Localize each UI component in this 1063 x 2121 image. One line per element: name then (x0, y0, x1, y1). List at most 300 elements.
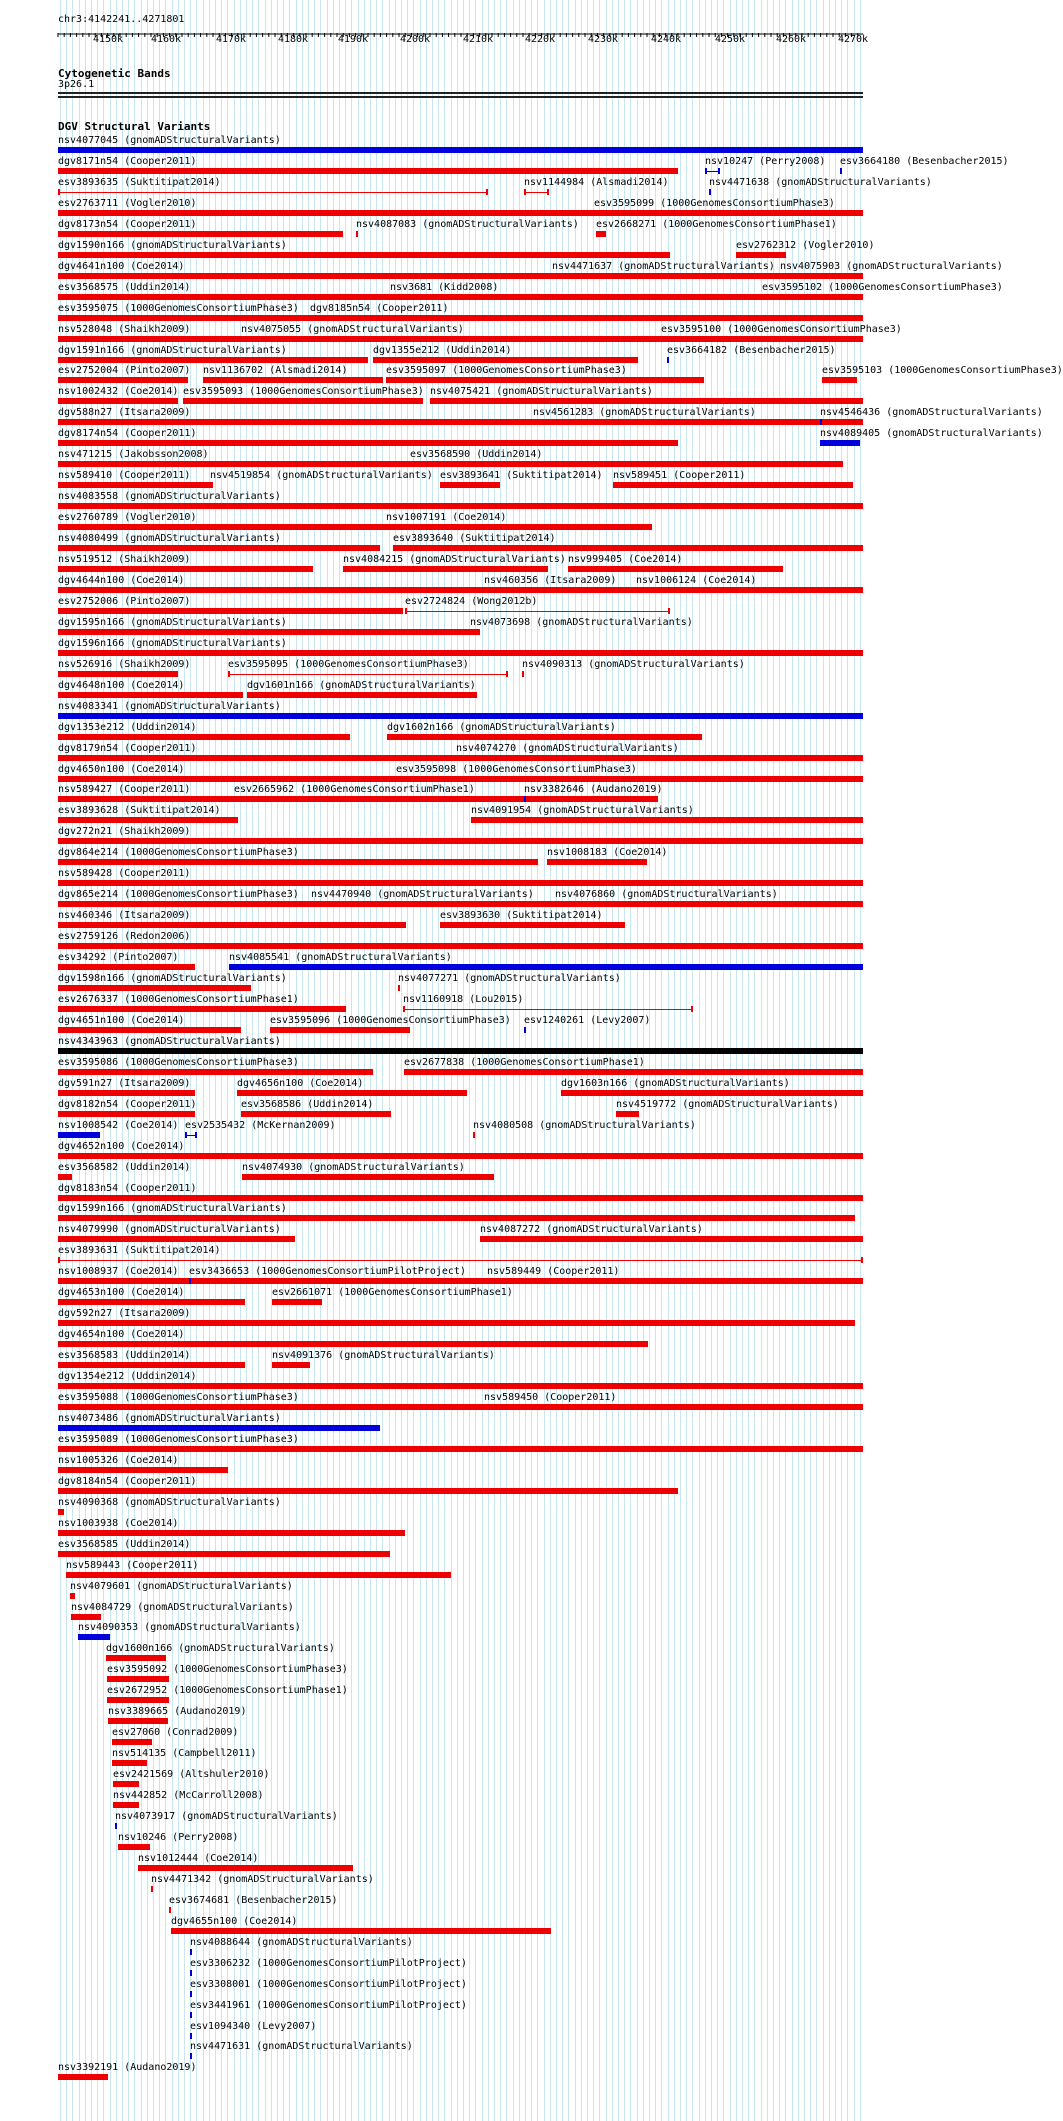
sv-bar[interactable] (113, 1781, 139, 1787)
sv-label[interactable]: esv2672952 (1000GenomesConsortiumPhase1) (107, 1685, 348, 1697)
sv-label[interactable]: esv3595093 (1000GenomesConsortiumPhase3) (183, 386, 424, 398)
sv-label[interactable]: nsv3389665 (Audano2019) (108, 1706, 247, 1718)
sv-marker[interactable] (190, 1991, 192, 1997)
sv-bar[interactable] (393, 545, 863, 551)
sv-bar[interactable] (58, 2074, 108, 2080)
sv-label[interactable]: nsv3681 (Kidd2008) (390, 281, 499, 293)
sv-label[interactable]: dgv1596n166 (gnomADStructuralVariants) (58, 637, 287, 649)
sv-bar[interactable] (561, 1090, 863, 1096)
sv-label[interactable]: nsv4085541 (gnomADStructuralVariants) (229, 952, 452, 964)
sv-span-line[interactable] (234, 799, 444, 800)
sv-label[interactable]: esv27060 (Conrad2009) (112, 1727, 239, 1739)
sv-label[interactable]: nsv4075903 (gnomADStructuralVariants) (780, 260, 1003, 272)
sv-bar[interactable] (636, 587, 811, 593)
sv-label[interactable]: dgv1353e212 (Uddin2014) (58, 721, 197, 733)
sv-bar[interactable] (58, 524, 398, 530)
sv-label[interactable]: esv3595097 (1000GenomesConsortiumPhase3) (386, 365, 627, 377)
sv-bar[interactable] (58, 1090, 195, 1096)
sv-bar[interactable] (568, 566, 783, 572)
sv-label[interactable]: dgv8184n54 (Cooper2011) (58, 1475, 197, 1487)
sv-label[interactable]: dgv864e214 (1000GenomesConsortiumPhase3) (58, 847, 299, 859)
sv-label[interactable]: esv3893628 (Suktitipat2014) (58, 805, 221, 817)
sv-bar[interactable] (58, 1299, 245, 1305)
sv-label[interactable]: dgv1600n166 (gnomADStructuralVariants) (106, 1643, 335, 1655)
sv-bar[interactable] (58, 1362, 245, 1368)
sv-bar[interactable] (58, 503, 863, 509)
sv-bar[interactable] (440, 922, 625, 928)
sv-label[interactable]: nsv1006124 (Coe2014) (636, 574, 757, 586)
sv-bar[interactable] (386, 524, 652, 530)
sv-bar[interactable] (272, 1362, 310, 1368)
sv-label[interactable]: dgv1601n166 (gnomADStructuralVariants) (247, 679, 476, 691)
sv-label[interactable]: nsv589428 (Cooper2011) (58, 868, 191, 880)
sv-bar[interactable] (373, 357, 638, 363)
sv-label[interactable]: dgv1598n166 (gnomADStructuralVariants) (58, 973, 287, 984)
sv-bar[interactable] (471, 817, 863, 823)
sv-label[interactable]: nsv4083558 (gnomADStructuralVariants) (58, 491, 281, 503)
sv-label[interactable]: nsv4519772 (gnomADStructuralVariants) (616, 1098, 839, 1110)
sv-label[interactable]: nsv4088644 (gnomADStructuralVariants) (190, 1936, 413, 1948)
sv-span-line[interactable] (390, 297, 670, 298)
sv-label[interactable]: nsv3382646 (Audano2019) (524, 784, 663, 796)
sv-bar[interactable] (58, 1551, 390, 1557)
sv-label[interactable]: esv2763711 (Vogler2010) (58, 197, 197, 209)
sv-bar[interactable] (107, 1676, 169, 1682)
sv-label[interactable]: esv3595089 (1000GenomesConsortiumPhase3) (58, 1433, 299, 1445)
sv-marker[interactable] (169, 1907, 171, 1913)
sv-label[interactable]: nsv4074930 (gnomADStructuralVariants) (242, 1161, 465, 1173)
sv-bar[interactable] (58, 545, 380, 551)
sv-label[interactable]: nsv4080508 (gnomADStructuralVariants) (473, 1119, 696, 1131)
sv-marker[interactable] (151, 1886, 153, 1892)
sv-label[interactable]: dgv4654n100 (Coe2014) (58, 1329, 185, 1341)
sv-bar[interactable] (58, 985, 251, 991)
sv-label[interactable]: dgv4650n100 (Coe2014) (58, 763, 185, 775)
sv-bar[interactable] (58, 210, 863, 216)
sv-label[interactable]: nsv1008542 (Coe2014) (58, 1119, 179, 1131)
sv-bar[interactable] (484, 587, 539, 593)
sv-bar[interactable] (396, 776, 496, 782)
sv-label[interactable]: esv3436653 (1000GenomesConsortiumPilotProject) (189, 1266, 466, 1278)
sv-label[interactable]: dgv592n27 (Itsara2009) (58, 1308, 191, 1320)
sv-label[interactable]: dgv1354e212 (Uddin2014) (58, 1371, 197, 1383)
sv-label[interactable]: dgv4655n100 (Coe2014) (171, 1915, 298, 1927)
sv-bar[interactable] (58, 440, 678, 446)
sv-span-line[interactable] (228, 674, 508, 675)
sv-bar[interactable] (58, 1215, 855, 1221)
sv-label[interactable]: esv3568575 (Uddin2014) (58, 281, 191, 293)
sv-bar[interactable] (58, 880, 863, 886)
sv-bar[interactable] (229, 964, 863, 970)
sv-bar[interactable] (58, 398, 178, 404)
sv-label[interactable]: esv2661071 (1000GenomesConsortiumPhase1) (272, 1287, 513, 1299)
sv-bar[interactable] (484, 1404, 676, 1410)
sv-label[interactable]: dgv8182n54 (Cooper2011) (58, 1098, 197, 1110)
sv-label[interactable]: esv3595092 (1000GenomesConsortiumPhase3) (107, 1664, 348, 1676)
sv-span-line[interactable] (524, 192, 549, 193)
sv-bar[interactable] (58, 231, 343, 237)
sv-bar[interactable] (171, 1928, 551, 1934)
sv-label[interactable]: esv2752006 (Pinto2007) (58, 595, 191, 607)
sv-bar[interactable] (71, 1614, 101, 1620)
sv-label[interactable]: nsv460356 (Itsara2009) (484, 574, 617, 586)
sv-label[interactable]: dgv4641n100 (Coe2014) (58, 260, 185, 272)
sv-label[interactable]: nsv4561283 (gnomADStructuralVariants) (533, 407, 756, 419)
sv-bar[interactable] (310, 315, 620, 321)
sv-label[interactable]: nsv4074270 (gnomADStructuralVariants) (456, 742, 679, 754)
sv-bar[interactable] (487, 1278, 537, 1284)
sv-marker[interactable] (473, 1132, 475, 1138)
sv-label[interactable]: esv2762312 (Vogler2010) (736, 239, 875, 251)
sv-bar[interactable] (203, 377, 383, 383)
sv-marker[interactable] (356, 231, 358, 237)
sv-label[interactable]: nsv4079990 (gnomADStructuralVariants) (58, 1224, 281, 1236)
sv-label[interactable]: esv3674681 (Besenbacher2015) (169, 1894, 338, 1906)
sv-label[interactable]: dgv8174n54 (Cooper2011) (58, 428, 197, 440)
sv-bar[interactable] (58, 734, 350, 740)
sv-label[interactable]: nsv4471342 (gnomADStructuralVariants) (151, 1873, 374, 1885)
sv-label[interactable]: nsv4075421 (gnomADStructuralVariants) (430, 386, 653, 398)
sv-bar[interactable] (242, 1174, 494, 1180)
sv-label[interactable]: esv3595098 (1000GenomesConsortiumPhase3) (396, 763, 637, 775)
sv-label[interactable]: nsv4090353 (gnomADStructuralVariants) (78, 1622, 301, 1634)
sv-label[interactable]: dgv865e214 (1000GenomesConsortiumPhase3) (58, 889, 299, 901)
sv-marker[interactable] (524, 796, 526, 802)
sv-label[interactable]: nsv1008937 (Coe2014) (58, 1266, 179, 1278)
sv-bar[interactable] (661, 336, 801, 342)
sv-bar[interactable] (58, 1027, 241, 1033)
sv-label[interactable]: dgv4653n100 (Coe2014) (58, 1287, 185, 1299)
sv-bar[interactable] (440, 482, 500, 488)
sv-label[interactable]: nsv4471637 (gnomADStructuralVariants) (552, 260, 775, 272)
sv-bar[interactable] (107, 1697, 169, 1703)
sv-label[interactable]: esv3664182 (Besenbacher2015) (667, 344, 836, 356)
sv-bar[interactable] (70, 1593, 75, 1599)
sv-marker[interactable] (840, 168, 842, 174)
sv-label[interactable]: nsv4343963 (gnomADStructuralVariants) (58, 1035, 281, 1047)
sv-label[interactable]: esv3893641 (Suktitipat2014) (440, 470, 603, 482)
sv-label[interactable]: nsv10246 (Perry2008) (118, 1831, 239, 1843)
sv-label[interactable]: dgv8173n54 (Cooper2011) (58, 218, 197, 230)
sv-label[interactable]: nsv589427 (Cooper2011) (58, 784, 191, 796)
sv-label[interactable]: dgv1595n166 (gnomADStructuralVariants) (58, 616, 287, 628)
sv-bar[interactable] (58, 650, 863, 656)
sv-label[interactable]: nsv589449 (Cooper2011) (487, 1266, 620, 1278)
sv-bar[interactable] (58, 1006, 346, 1012)
sv-label[interactable]: nsv4089405 (gnomADStructuralVariants) (820, 428, 1043, 440)
sv-bar[interactable] (58, 1069, 373, 1075)
sv-label[interactable]: esv3568583 (Uddin2014) (58, 1350, 191, 1362)
sv-marker[interactable] (190, 1970, 192, 1976)
sv-bar[interactable] (58, 671, 178, 677)
sv-bar[interactable] (108, 1718, 168, 1724)
sv-label[interactable]: esv3893635 (Suktitipat2014) (58, 176, 221, 188)
sv-bar[interactable] (58, 1236, 295, 1242)
sv-bar[interactable] (58, 629, 470, 635)
sv-label[interactable]: dgv1599n166 (gnomADStructuralVariants) (58, 1203, 287, 1215)
sv-bar[interactable] (58, 1404, 863, 1410)
sv-bar[interactable] (58, 817, 238, 823)
sv-label[interactable]: esv2759126 (Redon2006) (58, 931, 191, 943)
sv-bar[interactable] (58, 964, 195, 970)
sv-marker[interactable] (533, 419, 535, 425)
sv-bar[interactable] (241, 1111, 391, 1117)
sv-label[interactable]: esv3568582 (Uddin2014) (58, 1161, 191, 1173)
sv-label[interactable]: esv3595075 (1000GenomesConsortiumPhase3) (58, 302, 299, 314)
sv-bar[interactable] (780, 273, 860, 279)
sv-marker[interactable] (210, 482, 212, 488)
sv-label[interactable]: esv1094340 (Levy2007) (190, 2020, 317, 2032)
sv-bar[interactable] (58, 566, 313, 572)
sv-bar[interactable] (547, 859, 647, 865)
sv-bar[interactable] (58, 1278, 863, 1284)
sv-label[interactable]: esv2668271 (1000GenomesConsortiumPhase1) (596, 218, 837, 230)
sv-bar[interactable] (58, 901, 863, 907)
sv-marker[interactable] (190, 2012, 192, 2018)
sv-bar[interactable] (616, 1111, 639, 1117)
sv-marker[interactable] (820, 419, 822, 425)
sv-marker[interactable] (190, 2033, 192, 2039)
sv-label[interactable]: esv3893640 (Suktitipat2014) (393, 533, 556, 545)
sv-label[interactable]: nsv1136702 (Alsmadi2014) (203, 365, 348, 377)
sv-label[interactable]: dgv4648n100 (Coe2014) (58, 679, 185, 691)
sv-span-line[interactable] (762, 297, 862, 298)
sv-label[interactable]: nsv589450 (Cooper2011) (484, 1392, 617, 1403)
sv-bar[interactable] (58, 482, 213, 488)
sv-label[interactable]: nsv4077271 (gnomADStructuralVariants) (398, 973, 621, 984)
sv-label[interactable]: dgv272n21 (Shaikh2009) (58, 826, 191, 838)
sv-bar[interactable] (58, 1132, 100, 1138)
sv-label[interactable]: dgv8183n54 (Cooper2011) (58, 1182, 197, 1194)
sv-label[interactable]: nsv589410 (Cooper2011) (58, 470, 191, 482)
sv-bar[interactable] (66, 1572, 451, 1578)
sv-label[interactable]: dgv1590n166 (gnomADStructuralVariants) (58, 239, 287, 251)
sv-label[interactable]: dgv4656n100 (Coe2014) (237, 1077, 364, 1089)
sv-label[interactable]: nsv4090313 (gnomADStructuralVariants) (522, 658, 745, 670)
sv-bar[interactable] (270, 1027, 410, 1033)
sv-bar[interactable] (58, 1446, 863, 1452)
sv-label[interactable]: dgv1591n166 (gnomADStructuralVariants) (58, 344, 287, 356)
sv-bar[interactable] (58, 1467, 228, 1473)
sv-label[interactable]: esv2421569 (Altshuler2010) (113, 1769, 270, 1781)
sv-label[interactable]: nsv4079601 (gnomADStructuralVariants) (70, 1580, 293, 1592)
sv-label[interactable]: esv3893631 (Suktitipat2014) (58, 1245, 221, 1257)
sv-label[interactable]: esv2676337 (1000GenomesConsortiumPhase1) (58, 993, 299, 1005)
sv-bar[interactable] (58, 252, 670, 258)
sv-bar[interactable] (58, 419, 863, 425)
sv-label[interactable]: esv3595102 (1000GenomesConsortiumPhase3) (762, 281, 1003, 293)
sv-label[interactable]: nsv1005326 (Coe2014) (58, 1454, 179, 1466)
sv-label[interactable]: nsv589443 (Cooper2011) (66, 1559, 199, 1571)
sv-bar[interactable] (78, 1634, 110, 1640)
sv-bar[interactable] (58, 147, 863, 153)
sv-label[interactable]: nsv1002432 (Coe2014) (58, 386, 179, 398)
sv-label[interactable]: esv3568585 (Uddin2014) (58, 1538, 191, 1550)
sv-bar[interactable] (118, 1844, 150, 1850)
sv-label[interactable]: dgv1602n166 (gnomADStructuralVariants) (387, 721, 616, 733)
sv-label[interactable]: nsv4077045 (gnomADStructuralVariants) (58, 135, 281, 146)
sv-bar[interactable] (272, 1299, 322, 1305)
sv-label[interactable]: nsv4091376 (gnomADStructuralVariants) (272, 1350, 495, 1362)
sv-label[interactable]: nsv4083341 (gnomADStructuralVariants) (58, 700, 281, 712)
sv-label[interactable]: nsv4076860 (gnomADStructuralVariants) (555, 889, 778, 901)
sv-label[interactable]: nsv4073486 (gnomADStructuralVariants) (58, 1412, 281, 1424)
sv-bar[interactable] (58, 692, 243, 698)
sv-label[interactable]: nsv4084215 (gnomADStructuralVariants) (343, 554, 566, 565)
sv-label[interactable]: nsv4471638 (gnomADStructuralVariants) (709, 176, 932, 188)
sv-bar[interactable] (58, 1048, 863, 1054)
sv-marker[interactable] (115, 1823, 117, 1829)
sv-label[interactable]: nsv1007191 (Coe2014) (386, 512, 507, 524)
sv-bar[interactable] (456, 755, 466, 761)
sv-bar[interactable] (820, 440, 860, 446)
sv-label[interactable]: nsv4084729 (gnomADStructuralVariants) (71, 1601, 294, 1613)
sv-marker[interactable] (555, 901, 557, 907)
sv-bar[interactable] (386, 377, 704, 383)
sv-label[interactable]: nsv999405 (Coe2014) (568, 554, 683, 565)
sv-label[interactable]: nsv4073698 (gnomADStructuralVariants) (470, 616, 693, 628)
sv-label[interactable]: esv3441961 (1000GenomesConsortiumPilotProject) (190, 1999, 467, 2011)
sv-bar[interactable] (58, 357, 368, 363)
sv-label[interactable]: nsv589451 (Cooper2011) (613, 470, 746, 482)
sv-bar[interactable] (613, 482, 853, 488)
sv-label[interactable]: esv2677838 (1000GenomesConsortiumPhase1) (404, 1056, 645, 1068)
sv-bar[interactable] (404, 1069, 863, 1075)
sv-label[interactable]: nsv1012444 (Coe2014) (138, 1852, 259, 1864)
sv-bar[interactable] (58, 943, 863, 949)
sv-bar[interactable] (343, 566, 548, 572)
sv-bar[interactable] (138, 1865, 353, 1871)
sv-bar[interactable] (430, 398, 863, 404)
sv-label[interactable]: dgv1355e212 (Uddin2014) (373, 344, 512, 356)
sv-label[interactable]: esv1240261 (Levy2007) (524, 1014, 651, 1026)
sv-bar[interactable] (58, 713, 863, 719)
sv-label[interactable]: nsv1160918 (Lou2015) (403, 993, 524, 1005)
sv-label[interactable]: nsv528048 (Shaikh2009) (58, 323, 191, 335)
sv-bar[interactable] (58, 838, 863, 844)
sv-label[interactable]: dgv8171n54 (Cooper2011) (58, 155, 197, 167)
sv-label[interactable]: nsv1008183 (Coe2014) (547, 847, 668, 859)
sv-span-line[interactable] (58, 1260, 863, 1261)
sv-label[interactable]: dgv1603n166 (gnomADStructuralVariants) (561, 1077, 790, 1089)
sv-label[interactable]: nsv4073917 (gnomADStructuralVariants) (115, 1811, 338, 1822)
sv-label[interactable]: esv2535432 (McKernan2009) (185, 1119, 336, 1131)
sv-bar[interactable] (113, 1802, 139, 1808)
sv-bar[interactable] (58, 377, 188, 383)
sv-bar[interactable] (58, 1425, 380, 1431)
sv-label[interactable]: esv3568590 (Uddin2014) (410, 449, 543, 461)
sv-label[interactable]: esv3595103 (1000GenomesConsortiumPhase3) (822, 365, 1063, 377)
sv-bar[interactable] (470, 629, 480, 635)
sv-label[interactable]: nsv1144984 (Alsmadi2014) (524, 176, 669, 188)
sv-marker[interactable] (189, 1278, 191, 1284)
sv-bar[interactable] (58, 1320, 855, 1326)
sv-span-line[interactable] (405, 611, 670, 612)
sv-label[interactable]: nsv442852 (McCarroll2008) (113, 1790, 264, 1802)
sv-marker[interactable] (311, 901, 313, 907)
sv-label[interactable]: nsv4471631 (gnomADStructuralVariants) (190, 2041, 413, 2053)
sv-bar[interactable] (58, 1341, 648, 1347)
sv-bar[interactable] (736, 252, 786, 258)
sv-bar[interactable] (596, 231, 606, 237)
sv-label[interactable]: nsv4519854 (gnomADStructuralVariants) (210, 470, 433, 482)
sv-label[interactable]: esv3568586 (Uddin2014) (241, 1098, 374, 1110)
sv-label[interactable]: nsv4087272 (gnomADStructuralVariants) (480, 1224, 703, 1236)
sv-marker[interactable] (398, 985, 400, 991)
sv-label[interactable]: nsv471215 (Jakobsson2008) (58, 449, 209, 461)
sv-label[interactable]: esv3595099 (1000GenomesConsortiumPhase3) (594, 197, 835, 209)
sv-label[interactable]: dgv4651n100 (Coe2014) (58, 1014, 185, 1026)
sv-bar[interactable] (183, 398, 423, 404)
sv-label[interactable]: nsv460346 (Itsara2009) (58, 910, 191, 922)
sv-bar[interactable] (822, 377, 857, 383)
sv-label[interactable]: nsv519512 (Shaikh2009) (58, 554, 191, 565)
sv-bar[interactable] (58, 1174, 72, 1180)
sv-label[interactable]: nsv4546436 (gnomADStructuralVariants) (820, 407, 1043, 419)
sv-marker[interactable] (190, 1949, 192, 1955)
sv-bar[interactable] (410, 461, 490, 467)
sv-marker[interactable] (667, 357, 669, 363)
sv-label[interactable]: esv3595096 (1000GenomesConsortiumPhase3) (270, 1014, 511, 1026)
sv-label[interactable]: esv3893630 (Suktitipat2014) (440, 910, 603, 922)
sv-label[interactable]: esv3595095 (1000GenomesConsortiumPhase3) (228, 658, 469, 670)
sv-marker[interactable] (709, 189, 711, 195)
sv-label[interactable]: nsv1003938 (Coe2014) (58, 1517, 179, 1529)
sv-label[interactable]: dgv4652n100 (Coe2014) (58, 1140, 185, 1152)
sv-label[interactable]: nsv526916 (Shaikh2009) (58, 658, 191, 670)
sv-label[interactable]: esv2665962 (1000GenomesConsortiumPhase1) (234, 784, 475, 796)
sv-bar[interactable] (58, 1383, 863, 1389)
sv-bar[interactable] (58, 608, 403, 614)
sv-bar[interactable] (594, 210, 608, 216)
sv-label[interactable]: esv2760789 (Vogler2010) (58, 512, 197, 524)
sv-label[interactable]: nsv3392191 (Audano2019) (58, 2062, 197, 2074)
sv-label[interactable]: nsv514135 (Campbell2011) (112, 1748, 257, 1760)
sv-bar[interactable] (58, 1509, 64, 1515)
sv-label[interactable]: nsv4075055 (gnomADStructuralVariants) (241, 323, 464, 335)
sv-label[interactable]: dgv591n27 (Itsara2009) (58, 1077, 191, 1089)
sv-label[interactable]: esv3595100 (1000GenomesConsortiumPhase3) (661, 323, 902, 335)
sv-label[interactable]: nsv4087083 (gnomADStructuralVariants) (356, 218, 579, 230)
sv-bar[interactable] (237, 1090, 467, 1096)
sv-marker[interactable] (522, 671, 524, 677)
sv-label[interactable]: esv2752004 (Pinto2007) (58, 365, 191, 377)
sv-label[interactable]: dgv8179n54 (Cooper2011) (58, 742, 197, 754)
sv-label[interactable]: nsv4470940 (gnomADStructuralVariants) (311, 889, 534, 901)
sv-bar[interactable] (58, 273, 553, 279)
sv-bar[interactable] (58, 1111, 195, 1117)
sv-bar[interactable] (58, 922, 406, 928)
sv-label[interactable]: esv34292 (Pinto2007) (58, 952, 179, 964)
sv-label[interactable]: nsv4080499 (gnomADStructuralVariants) (58, 533, 281, 545)
sv-label[interactable]: nsv10247 (Perry2008) (705, 155, 826, 167)
sv-bar[interactable] (387, 734, 702, 740)
sv-bar[interactable] (247, 692, 477, 698)
sv-marker[interactable] (190, 2053, 192, 2059)
sv-bar[interactable] (58, 1195, 863, 1201)
sv-label[interactable]: esv2724824 (Wong2012b) (405, 595, 538, 607)
sv-marker[interactable] (524, 1027, 526, 1033)
sv-bar[interactable] (112, 1760, 147, 1766)
sv-bar[interactable] (106, 1655, 166, 1661)
sv-bar[interactable] (58, 859, 538, 865)
sv-label[interactable]: dgv8185n54 (Cooper2011) (310, 302, 449, 314)
sv-bar[interactable] (112, 1739, 152, 1745)
sv-span-line[interactable] (58, 192, 488, 193)
sv-bar[interactable] (58, 1530, 405, 1536)
sv-label[interactable]: dgv4644n100 (Coe2014) (58, 574, 185, 586)
sv-bar[interactable] (58, 1488, 678, 1494)
